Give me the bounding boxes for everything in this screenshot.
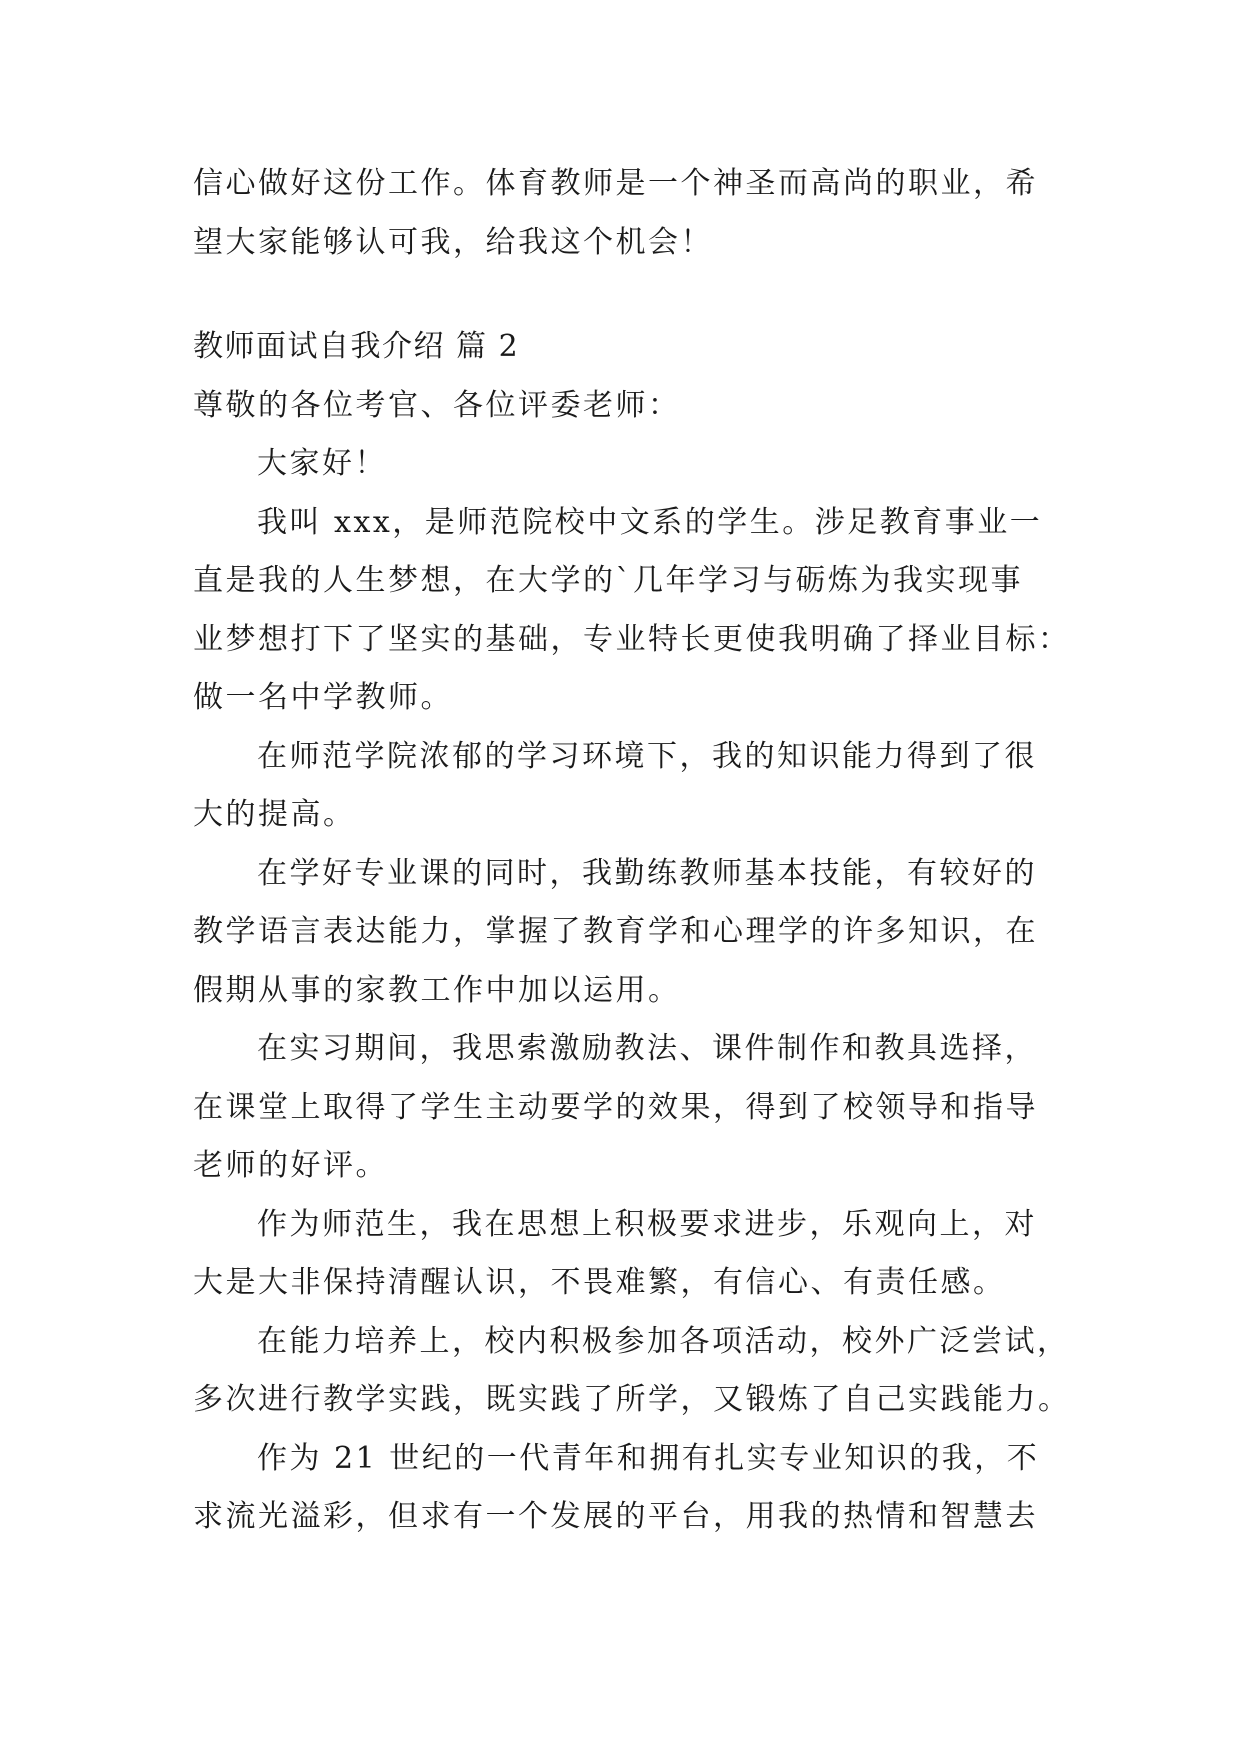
- paragraph-line: 大的提高。: [193, 797, 356, 832]
- paragraph-line: 在课堂上取得了学生主动要学的效果，得到了校领导和指导: [193, 1089, 1038, 1125]
- paragraph-line: 业梦想打下了坚实的基础，专业特长更使我明确了择业目标：: [193, 621, 1071, 657]
- paragraph-line: 在师范学院浓郁的学习环境下，我的知识能力得到了很: [257, 738, 1037, 774]
- paragraph-line: 直是我的人生梦想，在大学的`几年学习与砺炼为我实现事: [193, 563, 1023, 598]
- paragraph: [193, 494, 1071, 728]
- paragraph: [193, 1313, 1071, 1430]
- paragraph-line: 老师的好评。: [193, 1148, 388, 1183]
- paragraph-line: 大是大非保持清醒认识，不畏难繁，有信心、有责任感。: [193, 1265, 1006, 1300]
- document-body: [193, 155, 1071, 1547]
- spacer: [193, 272, 1055, 318]
- paragraph: [193, 845, 1055, 1021]
- paragraph: [193, 728, 1055, 845]
- paragraph-line: 假期从事的家教工作中加以运用。: [193, 972, 681, 1008]
- paragraph-line: 教学语言表达能力，掌握了教育学和心理学的许多知识，在: [193, 914, 1038, 949]
- paragraph: [193, 1020, 1055, 1196]
- salutation: 尊敬的各位考官、各位评委老师：: [193, 387, 681, 423]
- paragraph-line: 在学好专业课的同时，我勤练教师基本技能，有较好的: [257, 855, 1037, 891]
- intro-line: 信心做好这份工作。体育教师是一个神圣而高尚的职业，希: [193, 166, 1038, 201]
- paragraph-line: 做一名中学教师。: [193, 680, 453, 715]
- paragraph: [193, 1196, 1055, 1313]
- section-title: 教师面试自我介绍 篇 2: [193, 329, 520, 364]
- paragraph-line: 作为 21 世纪的一代青年和拥有扎实专业知识的我，不: [257, 1440, 1040, 1476]
- paragraph-line: 在实习期间，我思索激励教法、课件制作和教具选择，: [257, 1031, 1037, 1066]
- paragraph-line: 多次进行教学实践，既实践了所学，又锻炼了自己实践能力。: [193, 1382, 1071, 1417]
- paragraph-line: 作为师范生，我在思想上积极要求进步，乐观向上，对: [257, 1206, 1037, 1242]
- intro-line: 望大家能够认可我，给我这个机会！: [193, 224, 713, 260]
- paragraph-line: 我叫 xxx，是师范院校中文系的学生。涉足教育事业一: [257, 504, 1043, 540]
- paragraph-line: 在能力培养上，校内积极参加各项活动，校外广泛尝试，: [257, 1323, 1070, 1359]
- greeting: 大家好！: [257, 446, 387, 481]
- paragraph-line: 求流光溢彩，但求有一个发展的平台，用我的热情和智慧去: [193, 1499, 1038, 1534]
- paragraph: [193, 1430, 1055, 1547]
